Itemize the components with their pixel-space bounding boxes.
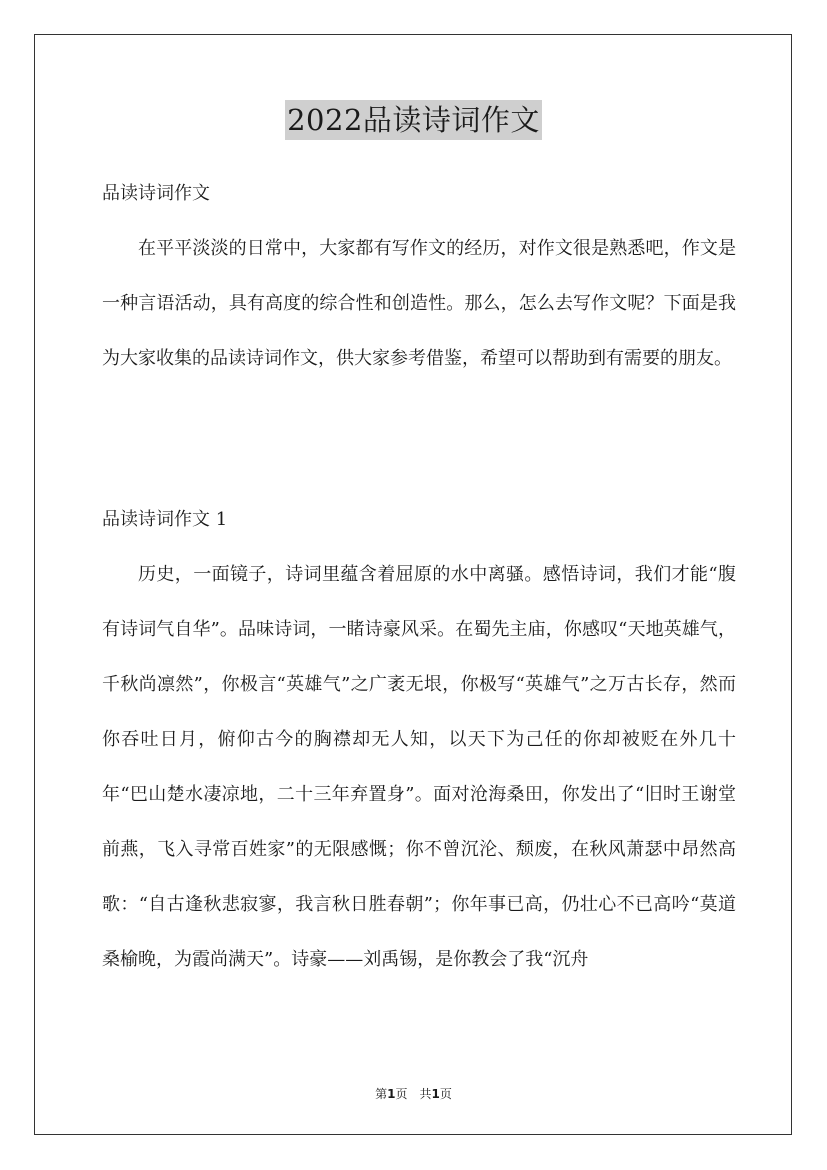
intro-paragraph: 在平平淡淡的日常中，大家都有写作文的经历，对作文很是熟悉吧，作文是一种言语活动，具有高度的综合性和创造性。那么，怎么去写作文呢？下面是我为大家收集的品读诗词作文，供大家参考借鉴，希望可以帮助到有需要的朋友。 — [102, 238, 736, 369]
section1-heading: 品读诗词作文 1 — [102, 509, 228, 530]
footer-prefix: 第 — [375, 1087, 388, 1101]
main-heading: 品读诗词作文 — [102, 183, 210, 204]
footer-suffix: 页 — [439, 1087, 452, 1101]
footer-mid: 页 共 — [395, 1087, 432, 1101]
page-footer — [0, 1086, 827, 1102]
title-container — [0, 100, 827, 140]
document-title: 2022品读诗词作文 — [285, 100, 542, 140]
footer-page-total: 1 — [431, 1087, 440, 1101]
section1-paragraph: 历史，一面镜子，诗词里蕴含着屈原的水中离骚。感悟诗词，我们才能“腹有诗词气自华”。品味诗词，一睹诗豪风采。在蜀先主庙，你感叹“天地英雄气，千秋尚凛然”，你极言“英雄气”之广袤无垠，你极写“英雄气”之万古长存，然而你吞吐日月，俯仰古今的胸襟却无人知，以天下为己任的你却被贬在外几十年“巴山楚水凄凉地，二十三年弃置身”。面对沧海桑田，你发出了“旧时王谢堂前燕，飞入寻常百姓家”的无限感慨；你不曾沉沦、颓废，在秋风萧瑟中昂然高歌：“自古逢秋悲寂寥，我言秋日胜春朝”；你年事已高，仍壮心不已高吟“莫道桑榆晚，为霞尚满天”。诗豪——刘禹锡，是你教会了我“沉舟 — [102, 564, 736, 970]
footer-page-current: 1 — [387, 1087, 396, 1101]
